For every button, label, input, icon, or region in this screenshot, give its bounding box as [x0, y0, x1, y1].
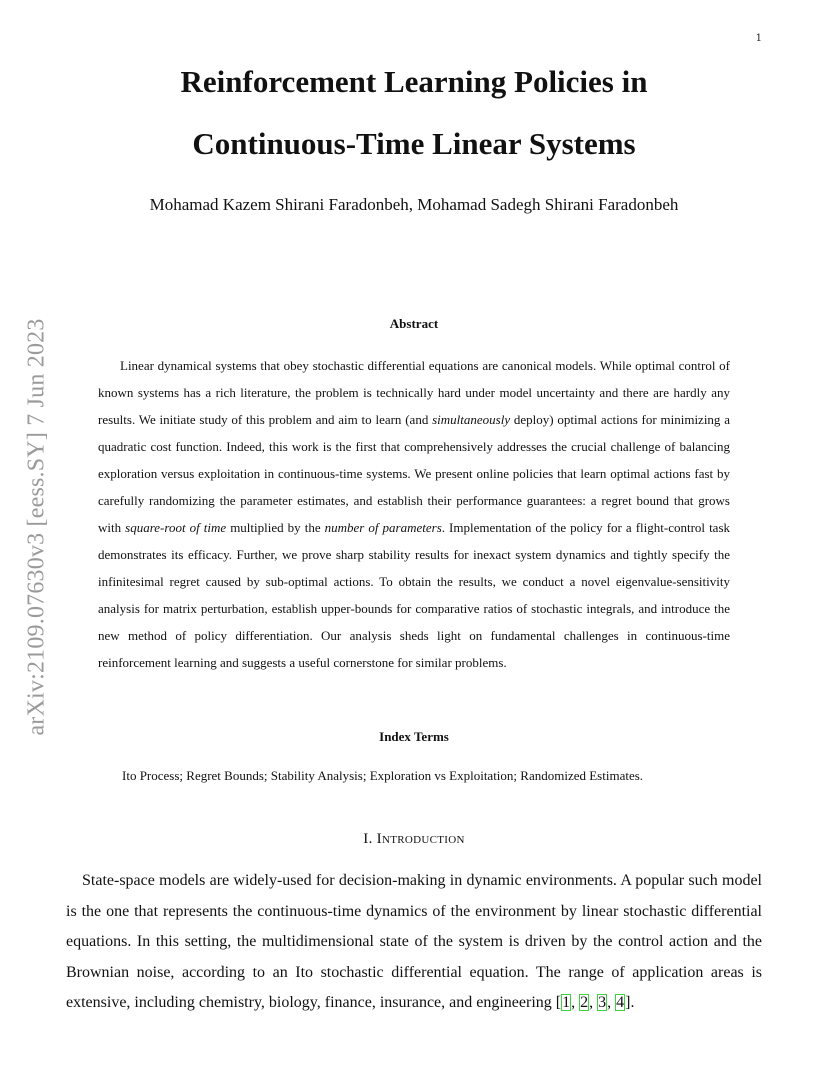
- author-list: Mohamad Kazem Shirani Faradonbeh, Mohamad Sadegh Shirani Faradonbeh: [149, 195, 679, 214]
- page-number: 1: [755, 33, 762, 44]
- abstract-emphasis-square-root: square-root of time: [125, 520, 227, 535]
- abstract-part-3: multiplied by the: [226, 520, 325, 535]
- abstract-text: [98, 352, 730, 676]
- citation-link-4[interactable]: 4: [616, 994, 625, 1011]
- citation-close: ].: [625, 994, 635, 1011]
- arxiv-identifier-stamp: arXiv:2109.07630v3 [eess.SY] 7 Jun 2023: [23, 318, 50, 736]
- citation-separator: ,: [607, 994, 616, 1011]
- citation-separator: ,: [571, 994, 580, 1011]
- abstract-heading: Abstract: [389, 316, 439, 331]
- abstract-part-2: deploy) optimal actions for minimizing a quadratic cost function. Indeed, this work is the first that comprehensively addresses the crucial challenge of balancing exploration versus exploitation in continuous-time systems. We present online policies that learn optimal actions fast by carefully randomizing the parameter estimates, and establish their performance guarantees: a regret bound that grows with: [98, 412, 730, 535]
- abstract-part-4: . Implementation of the policy for a flight-control task demonstrates its efficacy. Further, we prove sharp stability results for inexact system dynamics and tightly specify the infinitesimal regret caused by sub-optimal actions. To obtain the results, we conduct a novel eigenvalue-sensitivity analysis for matrix perturbation, establish upper-bounds for comparative ratios of stochastic integrals, and introduce the new method of policy differentiation. Our analysis sheds light on fundamental challenges in continuous-time reinforcement learning and suggests a useful cornerstone for similar problems.: [98, 520, 731, 670]
- paper-title-line-2: Continuous-Time Linear Systems: [192, 126, 636, 161]
- citation-link-1[interactable]: 1: [562, 994, 571, 1011]
- introduction-text: State-space models are widely-used for decision-making in dynamic environments. A popular such model is the one that represents the continuous-time dynamics of the environment by linear stochastic differential equations. In this setting, the multidimensional state of the system is driven by the control action and the Brownian noise, according to an Ito stochastic differential equation. The range of application areas is extensive, including chemistry, biology, finance, insurance, and engineering [: [66, 872, 762, 1011]
- citation-separator: ,: [589, 994, 598, 1011]
- index-terms-text: Ito Process; Regret Bounds; Stability Analysis; Exploration vs Exploitation; Randomized Estimates.: [122, 768, 644, 783]
- abstract-part-1: Linear dynamical systems that obey stochastic differential equations are canonical models. While optimal control of known systems has a rich literature, the problem is technically hard under model uncertainty and there are hardly any results. We initiate study of this problem and aim to learn (and: [98, 358, 730, 427]
- citation-link-3[interactable]: 3: [598, 994, 607, 1011]
- index-terms-heading: Index Terms: [379, 729, 449, 744]
- introduction-heading: I. Introduction: [363, 831, 465, 847]
- citation-link-2[interactable]: 2: [580, 994, 589, 1011]
- abstract-emphasis-simultaneously: simultaneously: [432, 412, 511, 427]
- introduction-paragraph: [66, 866, 762, 1019]
- paper-title-line-1: Reinforcement Learning Policies in: [180, 64, 648, 99]
- abstract-emphasis-number-of-parameters: number of parameters: [324, 520, 442, 535]
